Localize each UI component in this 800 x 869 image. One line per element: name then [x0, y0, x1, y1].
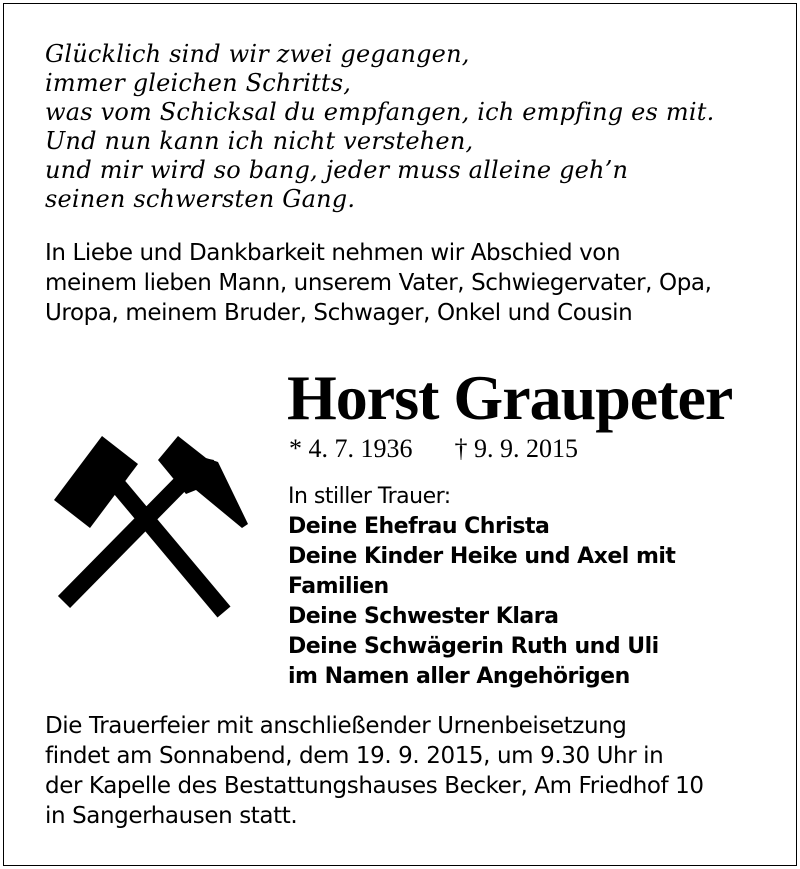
deceased-name: Horst Graupeter [287, 362, 733, 433]
birth-date: * 4. 7. 1936 [289, 434, 413, 463]
intro-text [45, 238, 765, 328]
poem-line: seinen schwersten Gang. [45, 185, 356, 213]
poem [45, 40, 765, 214]
mourner-line: Deine Kinder Heike und Axel mit [288, 544, 676, 569]
poem-line: Glücklich sind wir zwei gegangen, [45, 40, 470, 68]
mourner-line: Deine Schwägerin Ruth und Uli [288, 634, 659, 659]
mourner-line: Deine Ehefrau Christa [288, 514, 550, 539]
service-line: der Kapelle des Bestattungshauses Becker, Am Friedhof 10 [45, 773, 704, 799]
poem-line: Und nun kann ich nicht verstehen, [45, 127, 474, 155]
intro-line: Uropa, meinem Bruder, Schwager, Onkel und Cousin [45, 300, 633, 326]
intro-line: meinem lieben Mann, unserem Vater, Schwiegervater, Opa, [45, 270, 712, 296]
hammer-and-pick-icon [46, 432, 250, 618]
mourner-line: Familien [288, 574, 389, 599]
poem-line: immer gleichen Schritts, [45, 69, 352, 97]
service-line: findet am Sonnabend, dem 19. 9. 2015, um 9.30 Uhr in [45, 743, 664, 769]
intro-line: In Liebe und Dankbarkeit nehmen wir Abschied von [45, 240, 621, 266]
mourners-lead: In stiller Trauer: [288, 484, 451, 509]
life-dates [289, 433, 578, 465]
service-details [45, 711, 765, 831]
poem-line: und mir wird so bang, jeder muss alleine geh’n [45, 156, 629, 184]
mourners-block [288, 482, 675, 692]
poem-line: was vom Schicksal du empfangen, ich empfing es mit. [45, 98, 715, 126]
mourner-line: Deine Schwester Klara [288, 604, 559, 629]
mourners-list [288, 512, 675, 692]
service-line: Die Trauerfeier mit anschließender Urnenbeisetzung [45, 713, 627, 739]
death-date: † 9. 9. 2015 [454, 434, 578, 463]
service-line: in Sangerhausen statt. [45, 803, 298, 829]
mourner-line: im Namen aller Angehörigen [288, 664, 630, 689]
